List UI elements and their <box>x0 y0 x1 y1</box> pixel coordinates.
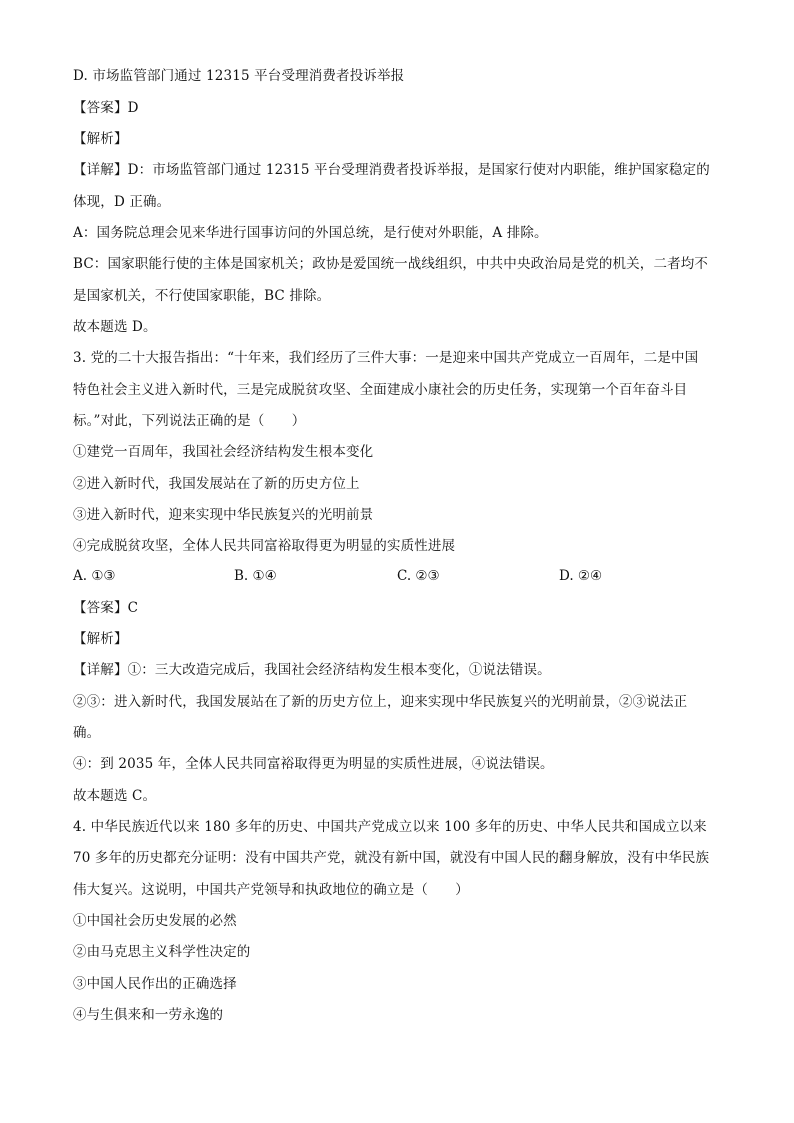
q2-detail-bc-line1: BC：国家职能行使的主体是国家机关；政协是爱国统一战线组织，中共中央政治局是党的机关，二者均不 <box>73 256 709 272</box>
q3-detail-4: ④：到 2035 年，全体人民共同富裕取得更为明显的实质性进展，④说法错误。 <box>73 756 554 772</box>
q3-option-d: D. ②④ <box>559 568 603 584</box>
q2-conclusion: 故本题选 D。 <box>73 319 157 335</box>
q3-detail-23-line2: 确。 <box>73 725 101 741</box>
q3-answer: 【答案】C <box>73 600 139 616</box>
q3-option-b: B. ①④ <box>234 568 277 584</box>
q2-detail-line2: 体现，D 正确。 <box>73 194 171 210</box>
q3-item-3: ③进入新时代，迎来实现中华民族复兴的光明前景 <box>73 507 374 523</box>
q3-item-4: ④完成脱贫攻坚，全体人民共同富裕取得更为明显的实质性进展 <box>73 538 456 554</box>
q4-item-1: ①中国社会历史发展的必然 <box>73 913 237 929</box>
q2-detail-a: A：国务院总理会见来华进行国事访问的外国总统，是行使对外职能，A 排除。 <box>73 225 548 241</box>
q3-item-1: ①建党一百周年，我国社会经济结构发生根本变化 <box>73 444 374 460</box>
q3-analysis-label: 【解析】 <box>73 631 128 647</box>
q4-stem-line2: 70 多年的历史都充分证明：没有中国共产党，就没有新中国，就没有中国人民的翻身解放，没有中华民族 <box>73 850 710 866</box>
q2-answer: 【答案】D <box>73 100 139 116</box>
q3-option-a: A. ①③ <box>73 568 116 584</box>
q2-detail-bc-line2: 是国家机关，不行使国家职能，BC 排除。 <box>73 288 331 304</box>
q3-detail-23-line1: ②③：进入新时代，我国发展站在了新的历史方位上，迎来实现中华民族复兴的光明前景，②③说法正 <box>73 694 688 710</box>
q3-conclusion: 故本题选 C。 <box>73 788 157 804</box>
q2-detail-line1: 【详解】D：市场监管部门通过 12315 平台受理消费者投诉举报，是国家行使对内职能，维护国家稳定的 <box>73 162 710 178</box>
q4-item-2: ②由马克思主义科学性决定的 <box>73 944 251 960</box>
q3-option-c: C. ②③ <box>397 568 440 584</box>
q3-detail-1: 【详解】①：三大改造完成后，我国社会经济结构发生根本变化，①说法错误。 <box>73 662 551 678</box>
q4-stem-line3: 伟大复兴。这说明，中国共产党领导和执政地位的确立是（ ） <box>73 882 469 898</box>
q2-analysis-label: 【解析】 <box>73 131 128 147</box>
q4-stem-line1: 4. 中华民族近代以来 180 多年的历史、中国共产党成立以来 100 多年的历史、中华人民共和国成立以来 <box>73 819 707 835</box>
q3-item-2: ②进入新时代，我国发展站在了新的历史方位上 <box>73 476 360 492</box>
q2-option-d: D. 市场监管部门通过 12315 平台受理消费者投诉举报 <box>73 68 405 84</box>
q3-options-row <box>73 566 723 586</box>
q3-stem-line3: 标。”对此，下列说法正确的是（ ） <box>73 413 306 429</box>
q4-item-4: ④与生俱来和一劳永逸的 <box>73 1007 224 1023</box>
q4-item-3: ③中国人民作出的正确选择 <box>73 976 237 992</box>
q3-stem-line1: 3. 党的二十大报告指出：“十年来，我们经历了三件大事：一是迎来中国共产党成立一百周年，二是中国 <box>73 350 699 366</box>
q3-stem-line2: 特色社会主义进入新时代，三是完成脱贫攻坚、全面建成小康社会的历史任务，实现第一个百年奋斗目 <box>73 382 688 398</box>
